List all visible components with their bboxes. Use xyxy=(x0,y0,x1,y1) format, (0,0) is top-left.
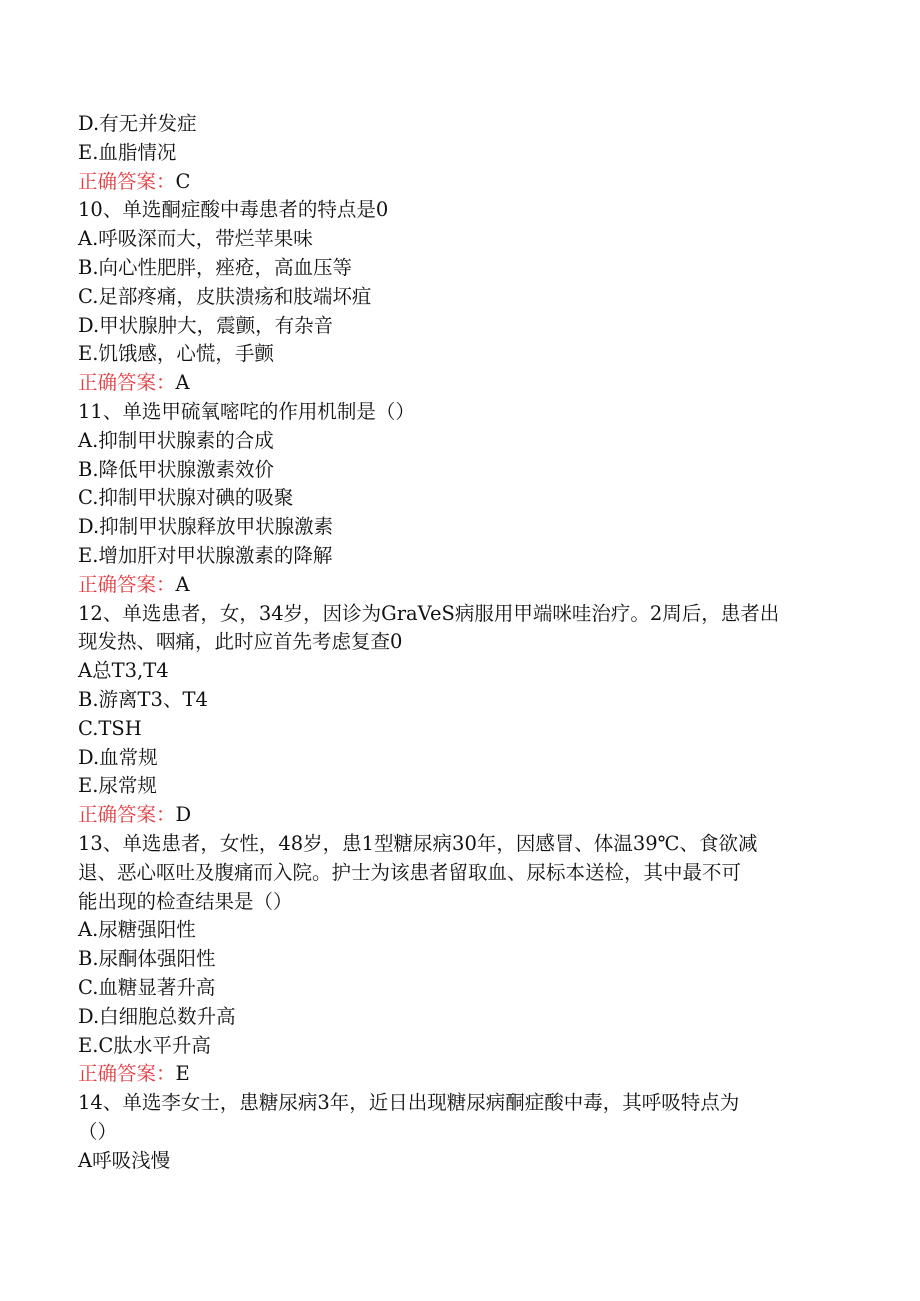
answer-value: C xyxy=(175,169,191,193)
document-body xyxy=(78,110,838,1175)
answer-value: E xyxy=(175,1062,190,1086)
answer-q9 xyxy=(78,168,838,197)
answer-label: 正确答案： xyxy=(78,1062,176,1086)
option-c-q10: C.足部疼痛，皮肤溃疡和肢端坏疽 xyxy=(78,284,372,308)
question-14-line-2: （） xyxy=(78,1119,118,1143)
option-a-q12: A总T3,T4 xyxy=(78,659,169,683)
option-b-q10: B.向心性肥胖，痤疮，高血压等 xyxy=(78,255,353,279)
option-c-q13: C.血糖显著升高 xyxy=(78,975,216,999)
answer-label: 正确答案： xyxy=(78,572,176,596)
answer-label: 正确答案： xyxy=(78,169,176,193)
option-b-q13: B.尿酮体强阳性 xyxy=(78,947,216,971)
option-e-q13: E.C肽水平升高 xyxy=(78,1033,211,1057)
option-d-q13: D.白细胞总数升高 xyxy=(78,1004,236,1028)
option-e-q10: E.饥饿感，心慌，手颤 xyxy=(78,342,274,366)
answer-q13 xyxy=(78,1060,838,1089)
question-12-line-2: 现发热、咽痛，此时应首先考虑复查0 xyxy=(78,630,403,654)
option-d-q9: D.有无并发症 xyxy=(78,112,197,135)
question-13-line-2: 退、恶心呕吐及腹痛而入院。护士为该患者留取血、尿标本送检，其中最不可 xyxy=(78,860,742,884)
question-11: 11、单选甲硫氧嘧咤的作用机制是（） xyxy=(78,399,415,423)
option-a-q14: A呼吸浅慢 xyxy=(78,1148,171,1172)
question-10: 10、单选酮症酸中毒患者的特点是0 xyxy=(78,198,389,222)
answer-value: A xyxy=(175,572,190,596)
option-a-q13: A.尿糖强阳性 xyxy=(78,918,196,942)
option-e-q12: E.尿常规 xyxy=(78,774,157,798)
answer-q11 xyxy=(78,571,838,600)
answer-value: D xyxy=(175,803,192,827)
option-d-q12: D.血常规 xyxy=(78,745,158,769)
option-c-q11: C.抑制甲状腺对碘的吸聚 xyxy=(78,486,294,510)
answer-label: 正确答案： xyxy=(78,803,176,827)
question-13-line-1: 13、单选患者，女性，48岁，患1型糖尿病30年，因感冒、体温39℃、食欲减 xyxy=(78,831,758,855)
option-e-q9: E.血脂情况 xyxy=(78,140,177,164)
option-b-q12: B.游离T3、T4 xyxy=(78,687,208,711)
answer-label: 正确答案： xyxy=(78,371,176,395)
option-a-q10: A.呼吸深而大，带烂苹果味 xyxy=(78,227,313,251)
answer-q12 xyxy=(78,801,838,830)
option-a-q11: A.抑制甲状腺素的合成 xyxy=(78,428,274,452)
option-b-q11: B.降低甲状腺激素效价 xyxy=(78,457,275,481)
option-d-q11: D.抑制甲状腺释放甲状腺激素 xyxy=(78,515,334,539)
option-d-q10: D.甲状腺肿大，震颤，有杂音 xyxy=(78,313,334,337)
answer-q10 xyxy=(78,369,838,398)
question-14-line-1: 14、单选李女士，患糖尿病3年，近日出现糖尿病酮症酸中毒，其呼吸特点为 xyxy=(78,1091,740,1115)
question-12-line-1: 12、单选患者，女，34岁，因诊为GraVeS病服用甲端咪哇治疗。2周后，患者出 xyxy=(78,601,780,625)
option-e-q11: E.增加肝对甲状腺激素的降解 xyxy=(78,543,333,567)
question-13-line-3: 能出现的检查结果是（） xyxy=(78,889,293,913)
option-c-q12: C.TSH xyxy=(78,716,142,740)
answer-value: A xyxy=(175,371,190,395)
